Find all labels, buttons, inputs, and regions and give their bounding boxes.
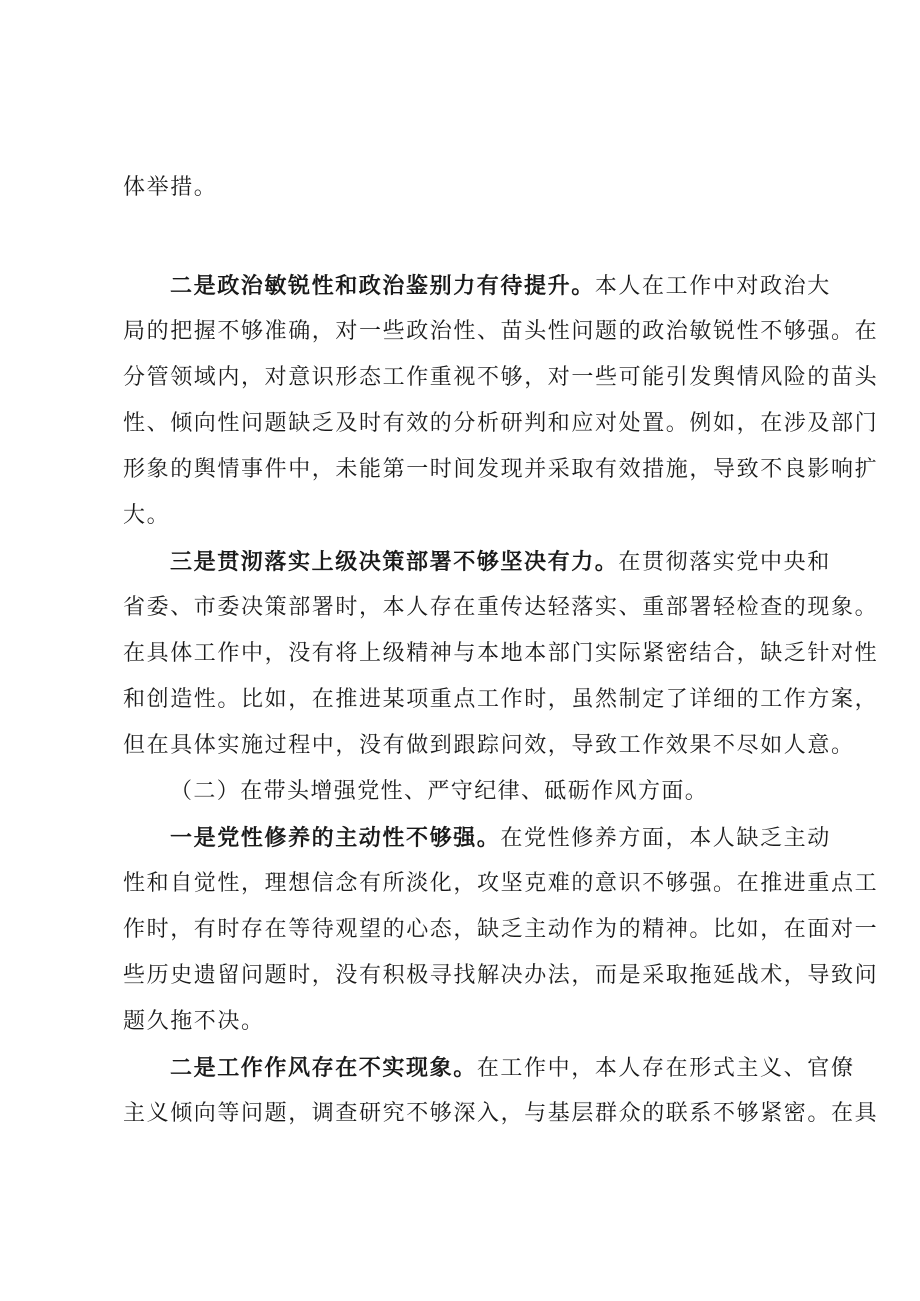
text-line bbox=[123, 730, 855, 762]
line-text: 省委、市委决策部署时，本人存在重传达轻落实、重部署轻检查的现象。 bbox=[123, 595, 879, 620]
text-line bbox=[123, 592, 879, 624]
line-text: 局的把握不够准确，对一些政治性、苗头性问题的政治敏锐性不够强。在 bbox=[123, 319, 879, 344]
paragraph-lead: 二是政治敏锐性和政治鉴别力有待提升。 bbox=[170, 273, 595, 299]
text-line bbox=[123, 500, 803, 532]
text-line bbox=[123, 1006, 803, 1038]
line-text: 主义倾向等问题，调查研究不够深入，与基层群众的联系不够紧密。在具 bbox=[123, 1101, 879, 1126]
paragraph-lead: 三是贯沏落实上级决策部署不够坚决有力。 bbox=[170, 549, 619, 575]
text-line bbox=[123, 316, 879, 348]
line-text: 在贯彻落实党中央和 bbox=[618, 550, 831, 575]
line-text: 在具体工作中，没有将上级精神与本地本部门实际紧密结合，缺乏针对性 bbox=[123, 641, 879, 666]
section-heading bbox=[170, 776, 803, 808]
paragraph-lead: 二是工作作风存在不实现象。 bbox=[170, 1055, 477, 1081]
paragraph-first-line bbox=[170, 546, 831, 578]
line-text: 形象的舆情事件中，未能第一时间发现并采取有效措施，导致不良影响扩 bbox=[123, 457, 879, 482]
text-line bbox=[123, 960, 879, 992]
text-line bbox=[123, 1098, 879, 1130]
line-text: 作时，有时存在等待观望的心态，缺乏主动作为的精神。比如，在面对一 bbox=[123, 917, 879, 942]
line-text: 分管领域内，对意识形态工作重视不够，对一些可能引发舆情风险的苗头 bbox=[123, 365, 879, 390]
line-text: 题久拖不决。 bbox=[123, 1009, 265, 1034]
text-line bbox=[123, 868, 879, 900]
line-text: 本人在工作中对政治大 bbox=[594, 274, 831, 299]
line-text: 在工作中，本人存在形式主义、官僚 bbox=[476, 1056, 855, 1081]
line-text: 性、倾向性问题缺乏及时有效的分析研判和应对处置。例如，在涉及部门 bbox=[123, 411, 879, 436]
heading-text: （二）在带头增强党性、严守纪律、砥砺作风方面。 bbox=[170, 779, 709, 804]
text-line bbox=[123, 172, 803, 204]
text-line bbox=[123, 408, 879, 440]
paragraph-first-line bbox=[170, 270, 831, 302]
line-text: 大。 bbox=[123, 503, 171, 528]
line-text: 性和自觉性，理想信念有所淡化，攻坚克难的意识不够强。在推进重点工 bbox=[123, 871, 879, 896]
text-line bbox=[123, 454, 879, 486]
line-text: 在党性修养方面，本人缺乏主动 bbox=[500, 826, 831, 851]
text-line bbox=[123, 638, 879, 670]
line-text: 些历史遗留问题时，没有积极寻找解决办法，而是采取拖延战术，导致问 bbox=[123, 963, 879, 988]
paragraph-first-line bbox=[170, 822, 831, 854]
paragraph-lead: 一是党性修养的主动性不够强。 bbox=[170, 825, 501, 851]
line-text: 和创造性。比如，在推进某项重点工作时，虽然制定了详细的工作方案， bbox=[123, 687, 879, 712]
text-line bbox=[123, 362, 879, 394]
paragraph-first-line bbox=[170, 1052, 855, 1084]
text-line bbox=[123, 684, 879, 716]
line-text: 体举措。 bbox=[123, 175, 218, 200]
line-text: 但在具体实施过程中，没有做到跟踪问效，导致工作效果不尽如人意。 bbox=[123, 733, 855, 758]
text-line bbox=[123, 914, 879, 946]
